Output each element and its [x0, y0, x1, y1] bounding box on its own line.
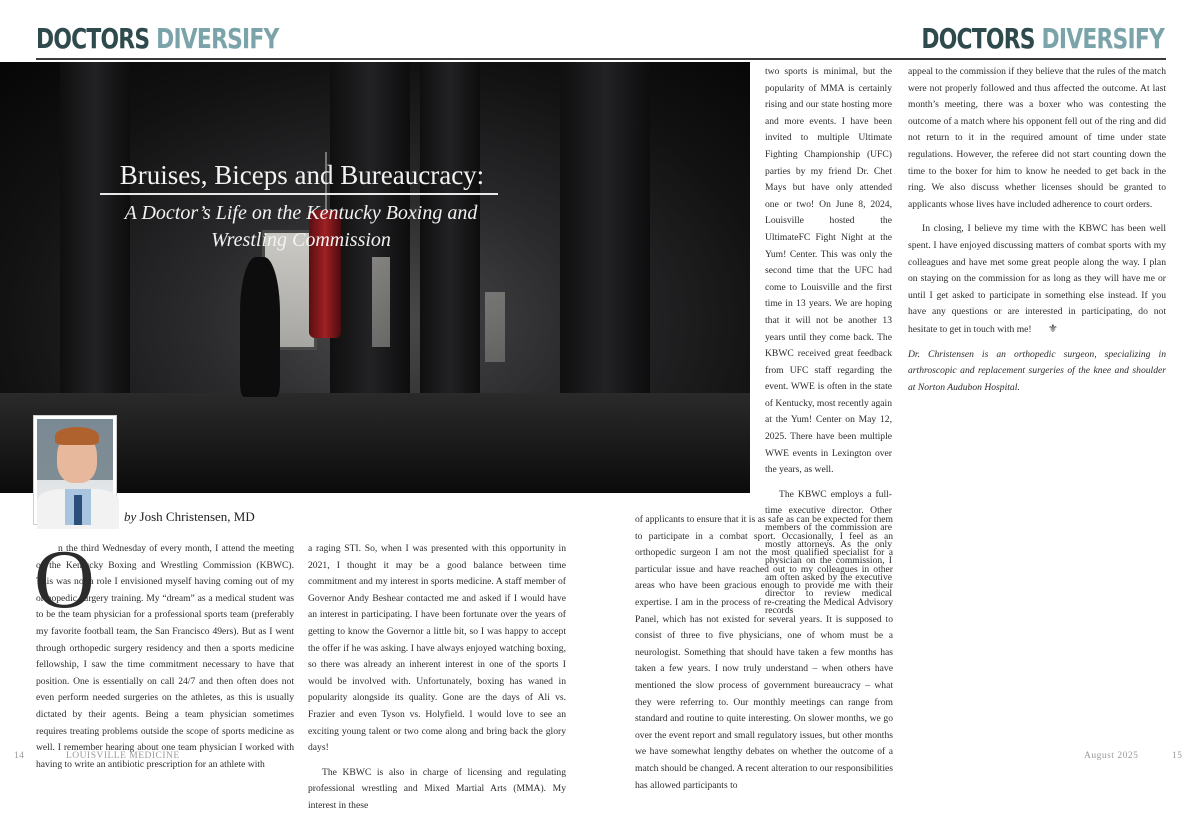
- header-rule-right: [752, 58, 1166, 60]
- closing-paragraph: [908, 221, 1166, 338]
- article-column-2: [308, 541, 566, 815]
- gym-window: [485, 292, 505, 362]
- boxer-silhouette: [240, 257, 280, 397]
- article-column-1: [34, 533, 294, 773]
- paragraph: The KBWC is also in charge of licensing and regulating professional wrestling and Mixed Martial Arts (MMA). My interest in these: [308, 766, 566, 811]
- byline-author-name: Josh Christensen, MD: [139, 509, 255, 524]
- byline-by: by: [124, 509, 137, 524]
- gym-window: [372, 257, 390, 347]
- section-header-word-diversify: DIVERSIFY: [156, 22, 279, 55]
- title-rule: [100, 193, 498, 195]
- section-header-word-diversify: DIVERSIFY: [1041, 22, 1164, 55]
- closing-text: In closing, I believe my time with the KBWC has been well spent. I have enjoyed discussing matters of combat sports with my colleagues and have met some great people along the way. I plan on staying on the commission for as long as they will have me or until I get asked to participate in something else instead. If you have any questions or are interested in participating, do not hesitate to get in touch with me!: [908, 223, 1166, 335]
- paragraph: two sports is minimal, but the popularity of MMA is certainly rising and our state hosting more and more events. I have been invited to multiple Ultimate Fighting Championship (UFC) parties by my friend Dr. Chet Mays but have only attended one or two! On June 8, 2024, Louisville hosted the UltimateFC Fight Night at the Yum! Center. This was only the second time that the UFC had come to Louisville and the first time in 13 years. We are hoping that it will not be another 13 years until they come back. The KBWC received great feedback from UFC staff regarding the event. WWE is often in the state of Kentucky, most recently again at the Yum! Center on May 12, 2025. There have been multiple WWE events in Lexington over the years, as well.: [765, 66, 892, 476]
- fleur-de-lis-icon: ⚜: [1048, 322, 1058, 335]
- section-header-word-doctors: DOCTORS: [921, 22, 1035, 55]
- drop-cap: O: [34, 533, 95, 626]
- paragraph: The KBWC employs a full-time executive director. Other members of the commission are mostly attorneys. As the only physician on the commission, I am often asked by the executive director to review medical records: [765, 488, 892, 616]
- paragraph: a raging STI. So, when I was presented with this opportunity in 2021, I thought it may be a good balance between time commitment and my interest in sports medicine. A staff member of Governor Andy Beshear contacted me and asked if I would have an interest in participating. I have been fortunate over the years of getting to know the Governor a little bit, so I was happy to accept the offer if he was asking. I have always enjoyed watching boxing, so there was already an inherent interest in one of the sports I would be involved with. Unfortunately, boxing has waned in popularity alongside its quality. Gone are the days of Ali vs. Frazier and even Tyson vs. Holyfield. I would love to see an exciting young talent or two come along and bring back the glory days!: [308, 543, 566, 754]
- paragraph: appeal to the commission if they believe that the rules of the match were not properly followed and thus affected the outcome. At last month’s meeting, there was a boxer who was contesting the outcome of a match where his opponent fell out of the ring and did not return to it in the required amount of time under state regulations. However, the referee did not start counting down the time to the boxer for him to know he needed to get back in the ring. We also discuss whether licenses should be granted to applicants whose lives have included adherence to court orders.: [908, 66, 1166, 210]
- issue-date: August 2025: [1084, 751, 1139, 761]
- section-header-right: [921, 22, 1164, 62]
- author-bio: Dr. Christensen is an orthopedic surgeon, specializing in arthroscopic and replacement surgeries of the knee and shoulder at Norton Audubon Hospital.: [908, 348, 1166, 393]
- author-tie: [74, 495, 82, 525]
- byline: [124, 509, 255, 525]
- article-title: Bruises, Biceps and Bureaucracy:: [119, 160, 485, 190]
- publication-name: LOUISVILLE MEDICINE: [66, 751, 180, 761]
- article-column-4: [908, 64, 1166, 396]
- section-header-left: [36, 22, 279, 62]
- paragraph: n the third Wednesday of every month, I attend the meeting of the Kentucky Boxing and Wrestling Commission (KBWC). This was not a role I envisioned myself having coming out of my orthopedic surgery training. My “dream” as a medical student was to be the team physician for a professional sports team (preferably my favorite football team, the San Francisco 49ers). But as I went through orthopedic surgery residency and then a sports medicine fellowship, I saw the time commitment necessary to have that position. One is essentially on call 24/7 and then often does not even perform needed surgeries on the athletes, as this is usually dictated by their agents. Being a team physician sometimes requires treating problems outside the scope of sports medicine as well. I remember hearing about one team physician I worked with having to write an antibiotic prescription for an athlete with: [36, 543, 294, 770]
- author-photo: [34, 416, 116, 524]
- page-number-left: 14: [14, 751, 25, 761]
- page-number-right: 15: [1172, 751, 1183, 761]
- paragraph: of applicants to ensure that it is as safe as can be expected for them to participate in a combat sport. Occasionally, I feel as an orthopedic surgeon I am not the most qualified specialist for a particular issue and have reached out to my colleagues in other areas who have been gracious enough to provide me with their expertise. I am in the process of re-creating the Medical Advisory Panel, which has not existed for several years. It is supposed to consist of three to five physicians, one of whom must be a neurologist. Something that should have taken a few months has taken a few years. I now truly understand – when others have mentioned the slow process of government bureaucracy – what they were referring to. Our monthly meetings can range from standard and routine to quite interesting. On slower months, we go over the event report and small regulatory issues, but other months we have somewhat lengthy debates on whether the outcome of a match should be changed. A recent alteration to our responsibilities has allowed participants to: [635, 514, 893, 791]
- author-hair: [55, 427, 99, 445]
- header-rule-left: [36, 58, 756, 60]
- article-subtitle: A Doctor’s Life on the Kentucky Boxing and Wrestling Commission: [124, 202, 478, 251]
- section-header-word-doctors: DOCTORS: [36, 22, 150, 55]
- article-column-3-continued: [635, 512, 893, 794]
